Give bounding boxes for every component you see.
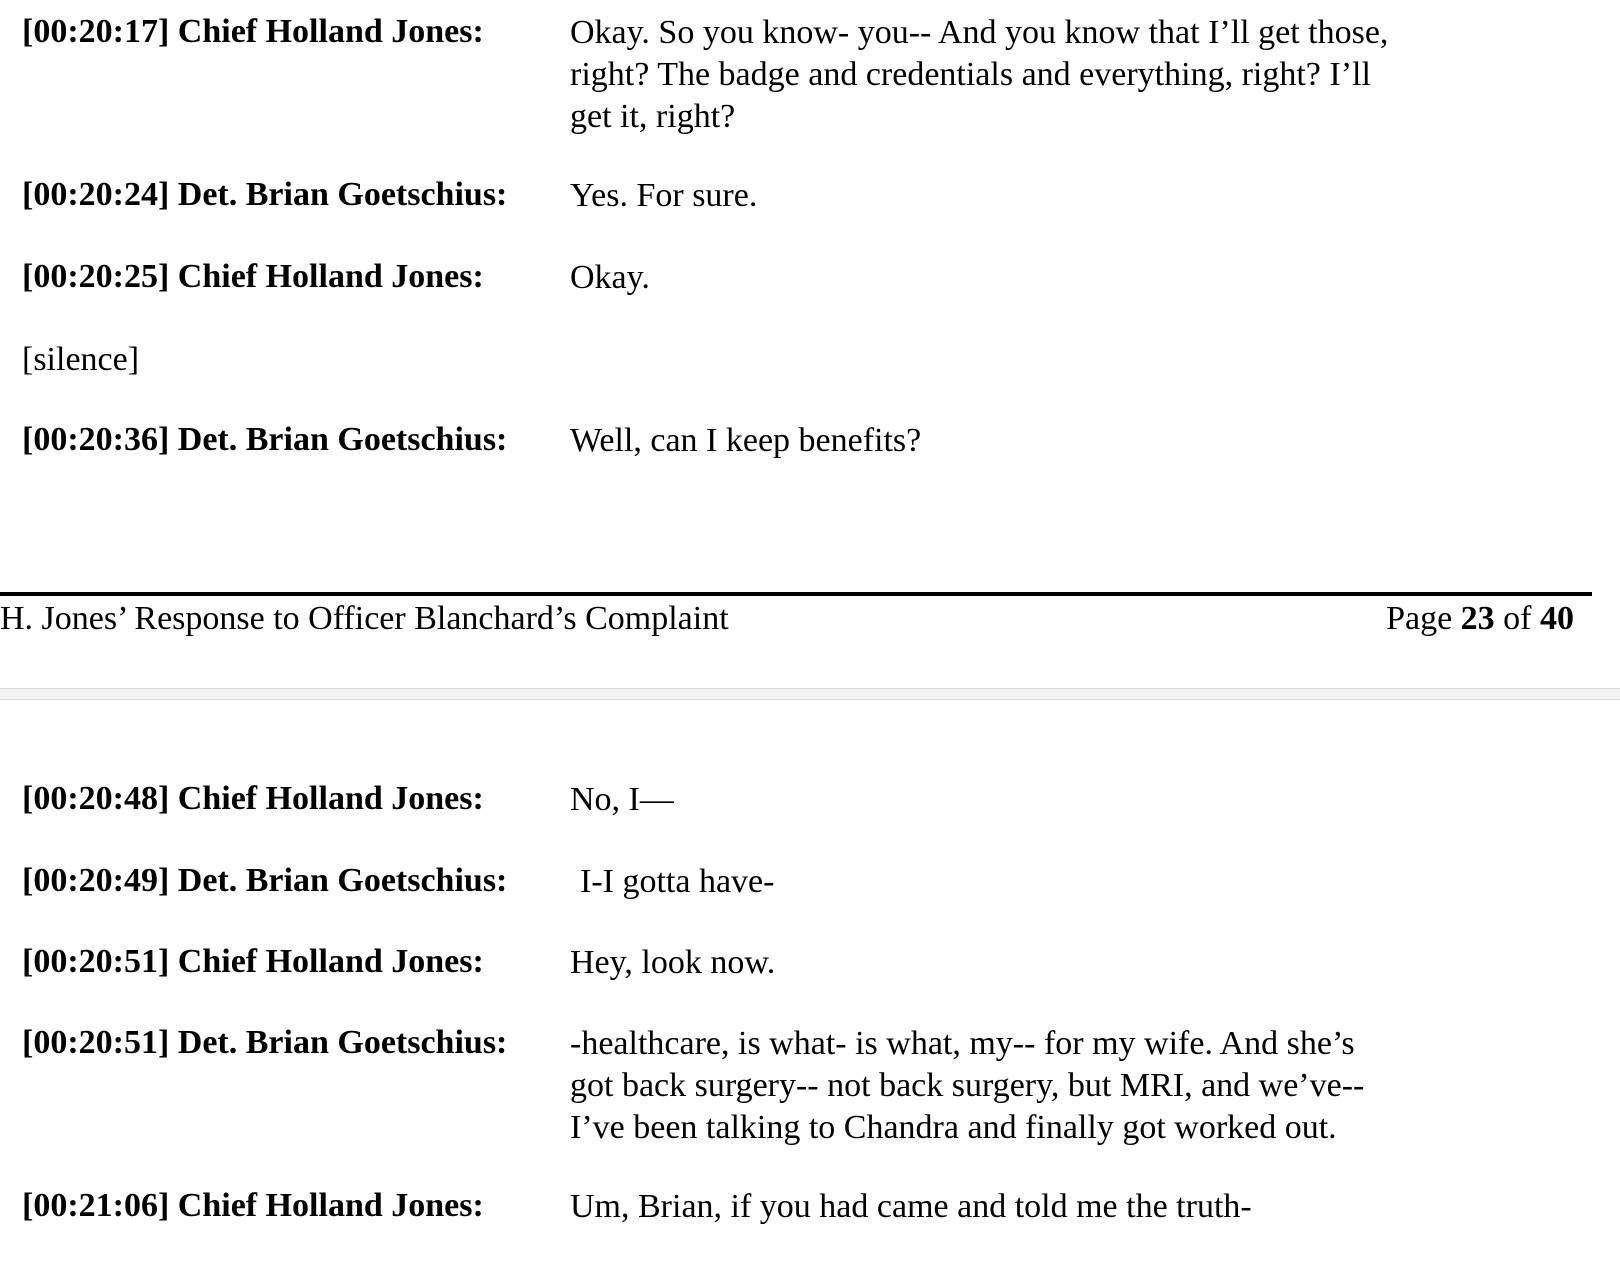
utterance-line: Okay. So you know- you-- And you know that I’ll get those, <box>570 14 1389 51</box>
utterance-line: I’ve been talking to Chandra and finally got worked out. <box>570 1109 1337 1146</box>
utterance-text <box>570 175 1450 217</box>
transcript-entry <box>22 1186 1472 1230</box>
utterance-line: Okay. <box>570 259 650 296</box>
total-page-count: 40 <box>1540 600 1574 637</box>
speaker-label: [00:21:06] Chief Holland Jones: <box>22 1187 484 1224</box>
speaker-label: [00:20:51] Chief Holland Jones: <box>22 943 484 980</box>
footer-document-title: H. Jones’ Response to Officer Blanchard’s Complaint <box>0 600 729 637</box>
speaker-label: [00:20:48] Chief Holland Jones: <box>22 780 484 817</box>
utterance-line: No, I— <box>570 781 674 818</box>
utterance-line: got back surgery-- not back surgery, but MRI, and we’ve-- <box>570 1067 1365 1104</box>
footer-page-number <box>1386 599 1574 639</box>
utterance-line: Well, can I keep benefits? <box>570 422 922 459</box>
transcript-entry <box>22 1023 1472 1153</box>
speaker-label: [00:20:51] Det. Brian Goetschius: <box>22 1024 508 1061</box>
transcript-entry <box>22 779 1472 823</box>
utterance-line: Yes. For sure. <box>570 177 758 214</box>
utterance-line: get it, right? <box>570 98 736 135</box>
speaker-label: [00:20:17] Chief Holland Jones: <box>22 13 484 50</box>
utterance-text <box>570 1186 1450 1228</box>
of-word: of <box>1503 600 1532 637</box>
transcript-entry <box>22 861 1472 905</box>
utterance-text <box>580 861 1460 903</box>
speaker-label: [00:20:24] Det. Brian Goetschius: <box>22 176 508 213</box>
page-break <box>0 688 1620 700</box>
page-word: Page <box>1386 600 1453 637</box>
transcript-entry <box>22 942 1472 986</box>
transcript-entry <box>22 175 1472 219</box>
utterance-text <box>570 257 1450 299</box>
utterance-line: -healthcare, is what- is what, my-- for my wife. And she’s <box>570 1025 1355 1062</box>
utterance-text <box>570 12 1450 138</box>
utterance-text <box>570 1023 1450 1149</box>
utterance-line: right? The badge and credentials and everything, right? I’ll <box>570 56 1371 93</box>
utterance-text <box>570 779 1450 821</box>
footer-divider <box>0 592 1592 596</box>
document-page-lower <box>0 700 1620 1274</box>
transcript-entry <box>22 257 1472 301</box>
transcript-entry <box>22 420 1472 464</box>
utterance-text <box>570 420 1450 462</box>
speaker-label: [00:20:49] Det. Brian Goetschius: <box>22 862 508 899</box>
utterance-line: I-I gotta have- <box>580 863 775 900</box>
stage-direction: [silence] <box>22 341 140 378</box>
utterance-line: Um, Brian, if you had came and told me the truth- <box>570 1188 1252 1225</box>
speaker-label: [00:20:25] Chief Holland Jones: <box>22 258 484 295</box>
current-page-number: 23 <box>1460 600 1495 637</box>
transcript-entry <box>22 12 1472 142</box>
speaker-label: [00:20:36] Det. Brian Goetschius: <box>22 421 508 458</box>
utterance-line: Hey, look now. <box>570 944 776 981</box>
utterance-text <box>570 942 1450 984</box>
